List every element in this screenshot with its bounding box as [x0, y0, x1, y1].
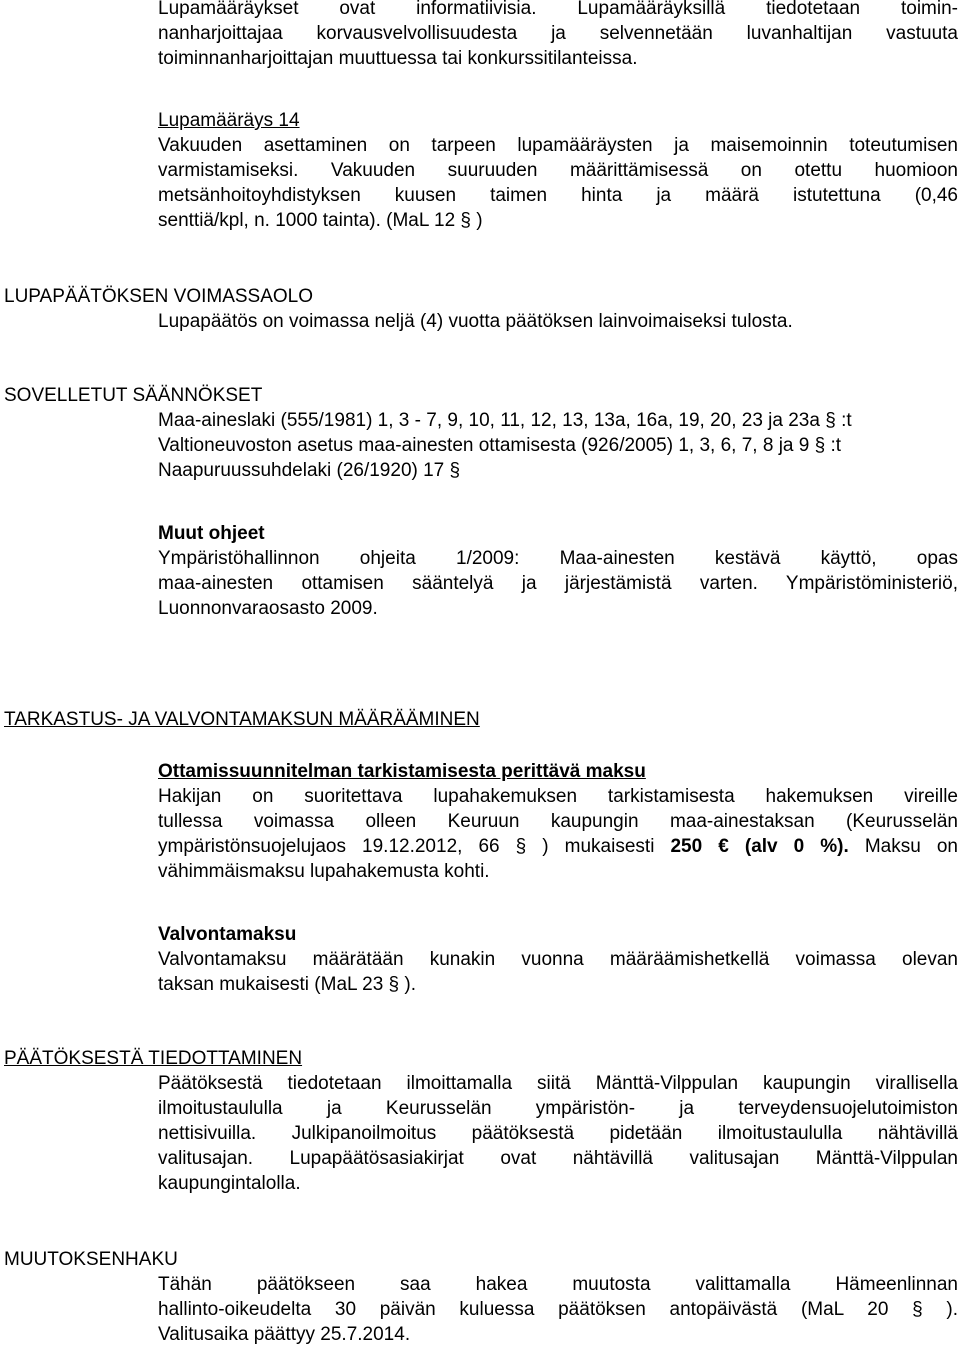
- tarkastus-sub1-line-2: tullessa voimassa olleen Keuruun kaupungin maa-ainestaksan (Keurusselän: [158, 811, 958, 832]
- tiedottaminen-heading: [4, 1046, 954, 1071]
- tiedottaminen-line-3: nettisivuilla. Julkipanoilmoitus päätöksestä pidetään ilmoitustaululla nähtävillä: [158, 1123, 958, 1144]
- muutoksenhaku-line-2: hallinto-oikeudelta 30 päivän kuluessa päätöksen antopäivästä (MaL 20 § ).: [158, 1299, 958, 1320]
- saannokset-line-3: Naapuruussuhdelaki (26/1920) 17 §: [158, 460, 461, 481]
- muutoksenhaku-line-1: Tähän päätökseen saa hakea muutosta valittamalla Hämeenlinnan: [158, 1274, 958, 1295]
- muut-ohjeet-section: [158, 521, 958, 621]
- lupamaarays-14-section: [158, 108, 958, 233]
- tarkastus-sub1-line-3b: Maksu on: [848, 836, 959, 857]
- muutoksenhaku-body: [158, 1272, 958, 1347]
- lupamaarays-14-line-1: Vakuuden asettaminen on tarpeen lupamääräysten ja maisemoinnin toteutumisen: [158, 135, 958, 156]
- muutoksenhaku-title: MUUTOKSENHAKU: [4, 1249, 178, 1270]
- valvontamaksu-title: Valvontamaksu: [158, 924, 297, 945]
- tarkastus-sub1-line-3: [158, 834, 958, 859]
- tarkastus-sub1-line-1: Hakijan on suoritettava lupahakemuksen tarkistamisesta hakemuksen vireille: [158, 786, 958, 807]
- tarkastus-sub1-line-4: vähimmäismaksu lupahakemusta kohti.: [158, 861, 490, 882]
- saannokset-title: SOVELLETUT SÄÄNNÖKSET: [4, 385, 263, 406]
- tiedottaminen-body: [158, 1071, 958, 1196]
- lupamaarays-14-line-2: varmistamiseksi. Vakuuden suuruuden määrittämisessä on otettu huomioon: [158, 160, 958, 181]
- tiedottaminen-title: PÄÄTÖKSESTÄ TIEDOTTAMINEN: [4, 1048, 303, 1069]
- valvontamaksu-line-2: taksan mukaisesti (MaL 23 § ).: [158, 974, 417, 995]
- muutoksenhaku-line-3: Valitusaika päättyy 25.7.2014.: [158, 1324, 411, 1345]
- tiedottaminen-line-2: ilmoitustaululla ja Keurusselän ympäristön- ja terveydensuojelutoimiston: [158, 1098, 958, 1119]
- voimassaolo-title: LUPAPÄÄTÖKSEN VOIMASSAOLO: [4, 286, 314, 307]
- muut-ohjeet-line-3: Luonnonvaraosasto 2009.: [158, 598, 378, 619]
- tarkastus-sub1: [158, 759, 958, 884]
- intro-line-3: toiminnanharjoittajan muuttuessa tai konkurssitilanteissa.: [158, 48, 638, 69]
- tarkastus-fee-amount: 250 € (alv 0 %).: [670, 836, 849, 857]
- muutoksenhaku-heading: [4, 1247, 954, 1272]
- voimassaolo-text: Lupapäätös on voimassa neljä (4) vuotta päätöksen lainvoimaiseksi tulosta.: [158, 311, 793, 332]
- muut-ohjeet-line-1: Ympäristöhallinnon ohjeita 1/2009: Maa-ainesten kestävä käyttö, opas: [158, 548, 958, 569]
- muut-ohjeet-title: Muut ohjeet: [158, 523, 265, 544]
- intro-line-1: Lupamääräykset ovat informatiivisia. Lupamääräyksillä tiedotetaan toimin-: [158, 0, 958, 19]
- intro-line-2: nanharjoittajaa korvausvelvollisuudesta ja selvennetään luvanhaltijan vastuuta: [158, 23, 958, 44]
- lupamaarays-14-line-4: senttiä/kpl, n. 1000 tainta). (MaL 12 § ): [158, 210, 483, 231]
- intro-paragraph: [158, 0, 958, 71]
- saannokset-line-1: Maa-aineslaki (555/1981) 1, 3 - 7, 9, 10, 11, 12, 13, 13a, 16a, 19, 20, 23 ja 23a § :t: [158, 410, 852, 431]
- tiedottaminen-line-5: kaupungintalolla.: [158, 1173, 301, 1194]
- lupamaarays-14-line-3: metsänhoitoyhdistyksen kuusen taimen hinta ja määrä istutettuna (0,46: [158, 185, 958, 206]
- voimassaolo-heading: [4, 284, 954, 309]
- tarkastus-heading: [4, 707, 954, 732]
- tiedottaminen-line-1: Päätöksestä tiedotetaan ilmoittamalla siitä Mänttä-Vilppulan kaupungin virallisella: [158, 1073, 958, 1094]
- voimassaolo-body: [158, 309, 958, 334]
- tarkastus-sub2: [158, 922, 958, 997]
- tarkastus-sub1-line-3a: ympäristönsuojelujaos 19.12.2012, 66 § ) mukaisesti: [158, 836, 671, 857]
- saannokset-line-2: Valtioneuvoston asetus maa-ainesten ottamisesta (926/2005) 1, 3, 6, 7, 8 ja 9 § :t: [158, 435, 842, 456]
- tarkastus-sub1-title: Ottamissuunnitelman tarkistamisesta perittävä maksu: [158, 761, 646, 782]
- saannokset-list: [158, 408, 958, 483]
- tarkastus-title: TARKASTUS- JA VALVONTAMAKSUN MÄÄRÄÄMINEN: [4, 709, 480, 730]
- muut-ohjeet-line-2: maa-ainesten ottamisen sääntelyä ja järjestämistä varten. Ympäristöministeriö,: [158, 573, 958, 594]
- lupamaarays-14-title: Lupamääräys 14: [158, 110, 300, 131]
- saannokset-heading: [4, 383, 954, 408]
- valvontamaksu-line-1: Valvontamaksu määrätään kunakin vuonna määräämishetkellä voimassa olevan: [158, 949, 958, 970]
- tiedottaminen-line-4: valitusajan. Lupapäätösasiakirjat ovat nähtävillä valitusajan Mänttä-Vilppulan: [158, 1148, 958, 1169]
